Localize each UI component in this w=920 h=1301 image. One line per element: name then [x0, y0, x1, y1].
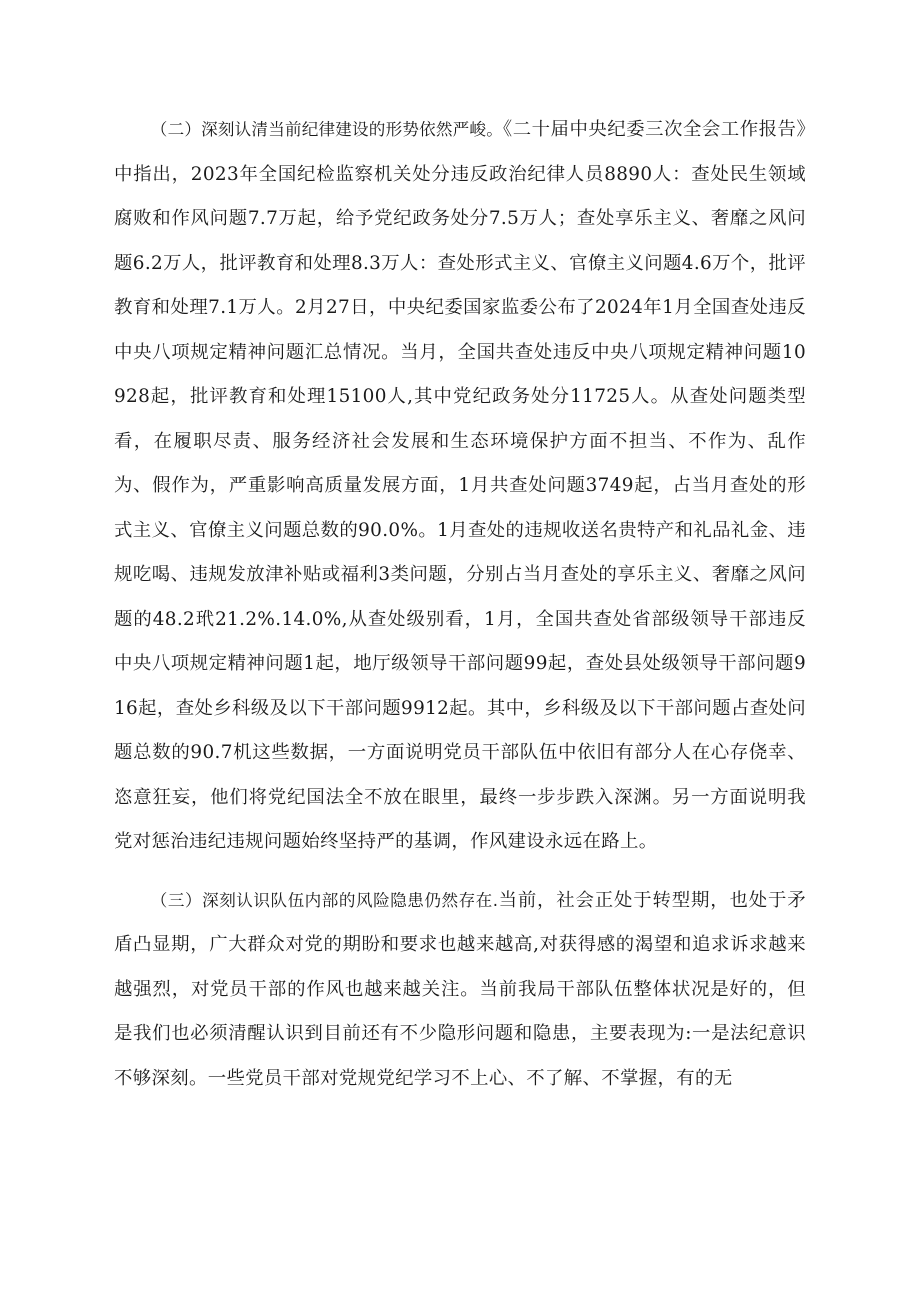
section-heading-three: （三）深刻认识队伍内部的风险隐患仍然存在. [150, 890, 499, 910]
paragraph-discipline-situation [114, 108, 806, 865]
paragraph-text: 当前，社会正处于转型期，也处于矛盾凸显期，广大群众对党的期盼和要求也越来越高,对获得感的渴望和追求诉求越来越强烈，对党员干部的作风也越来越关注。当前我局干部队伍整体状况是好的，但是我们也必须清醒认识到目前还有不少隐形问题和隐患，主要表现为:一是法纪意识不够深刻。一些党员干部对党规党纪学习不上心、不了解、不掌握，有的无 [114, 889, 806, 1089]
document-page [114, 108, 806, 1101]
section-heading-two: （二）深刻认清当前纪律建设的形势依然严峻。 [150, 120, 503, 139]
paragraph-internal-risks [114, 879, 806, 1102]
paragraph-text: 《二十届中央纪委三次全会工作报告》中指出，2023年全国纪检监察机关处分违反政治纪律人员8890人：查处民生领域腐败和作风问题7.7万起，给予党纪政务处分7.5万人；查处享乐主义、奢靡之风问题6.2万人，批评教育和处理8.3万人：查处形式主义、官僚主义问题4.6万个，批评教育和处理7.1万人。2月27日，中央纪委国家监委公布了2024年1月全国查处违反中央八项规定精神问题汇总情况。当月，全国共查处违反中央八项规定精神问题10928起，批评教育和处理15100人,其中党纪政务处分11725人。从查处问题类型看，在履职尽责、服务经济社会发展和生态环境保护方面不担当、不作为、乱作为、假作为，严重影响高质量发展方面，1月共查处问题3749起，占当月查处的形式主义、官僚主义问题总数的90.0%。1月查处的违规收送名贵特产和礼品礼金、违规吃喝、违规发放津补贴或福利3类问题，分别占当月查处的享乐主义、奢靡之风问题的48.2玳21.2%.14.0%,从查处级别看，1月，全国共查处省部级领导干部违反中央八项规定精神问题1起，地厅级领导干部问题99起，查处县处级领导干部问题916起，查处乡科级及以下干部问题9912起。其中，乡科级及以下干部问题占查处问题总数的90.7机这些数据，一方面说明党员干部队伍中依旧有部分人在心存侥幸、恣意狂妄，他们将党纪国法全不放在眼里，最终一步步跌入深渊。另一方面说明我党对惩治违纪违规问题始终坚持严的基调，作风建设永远在路上。 [114, 119, 806, 852]
